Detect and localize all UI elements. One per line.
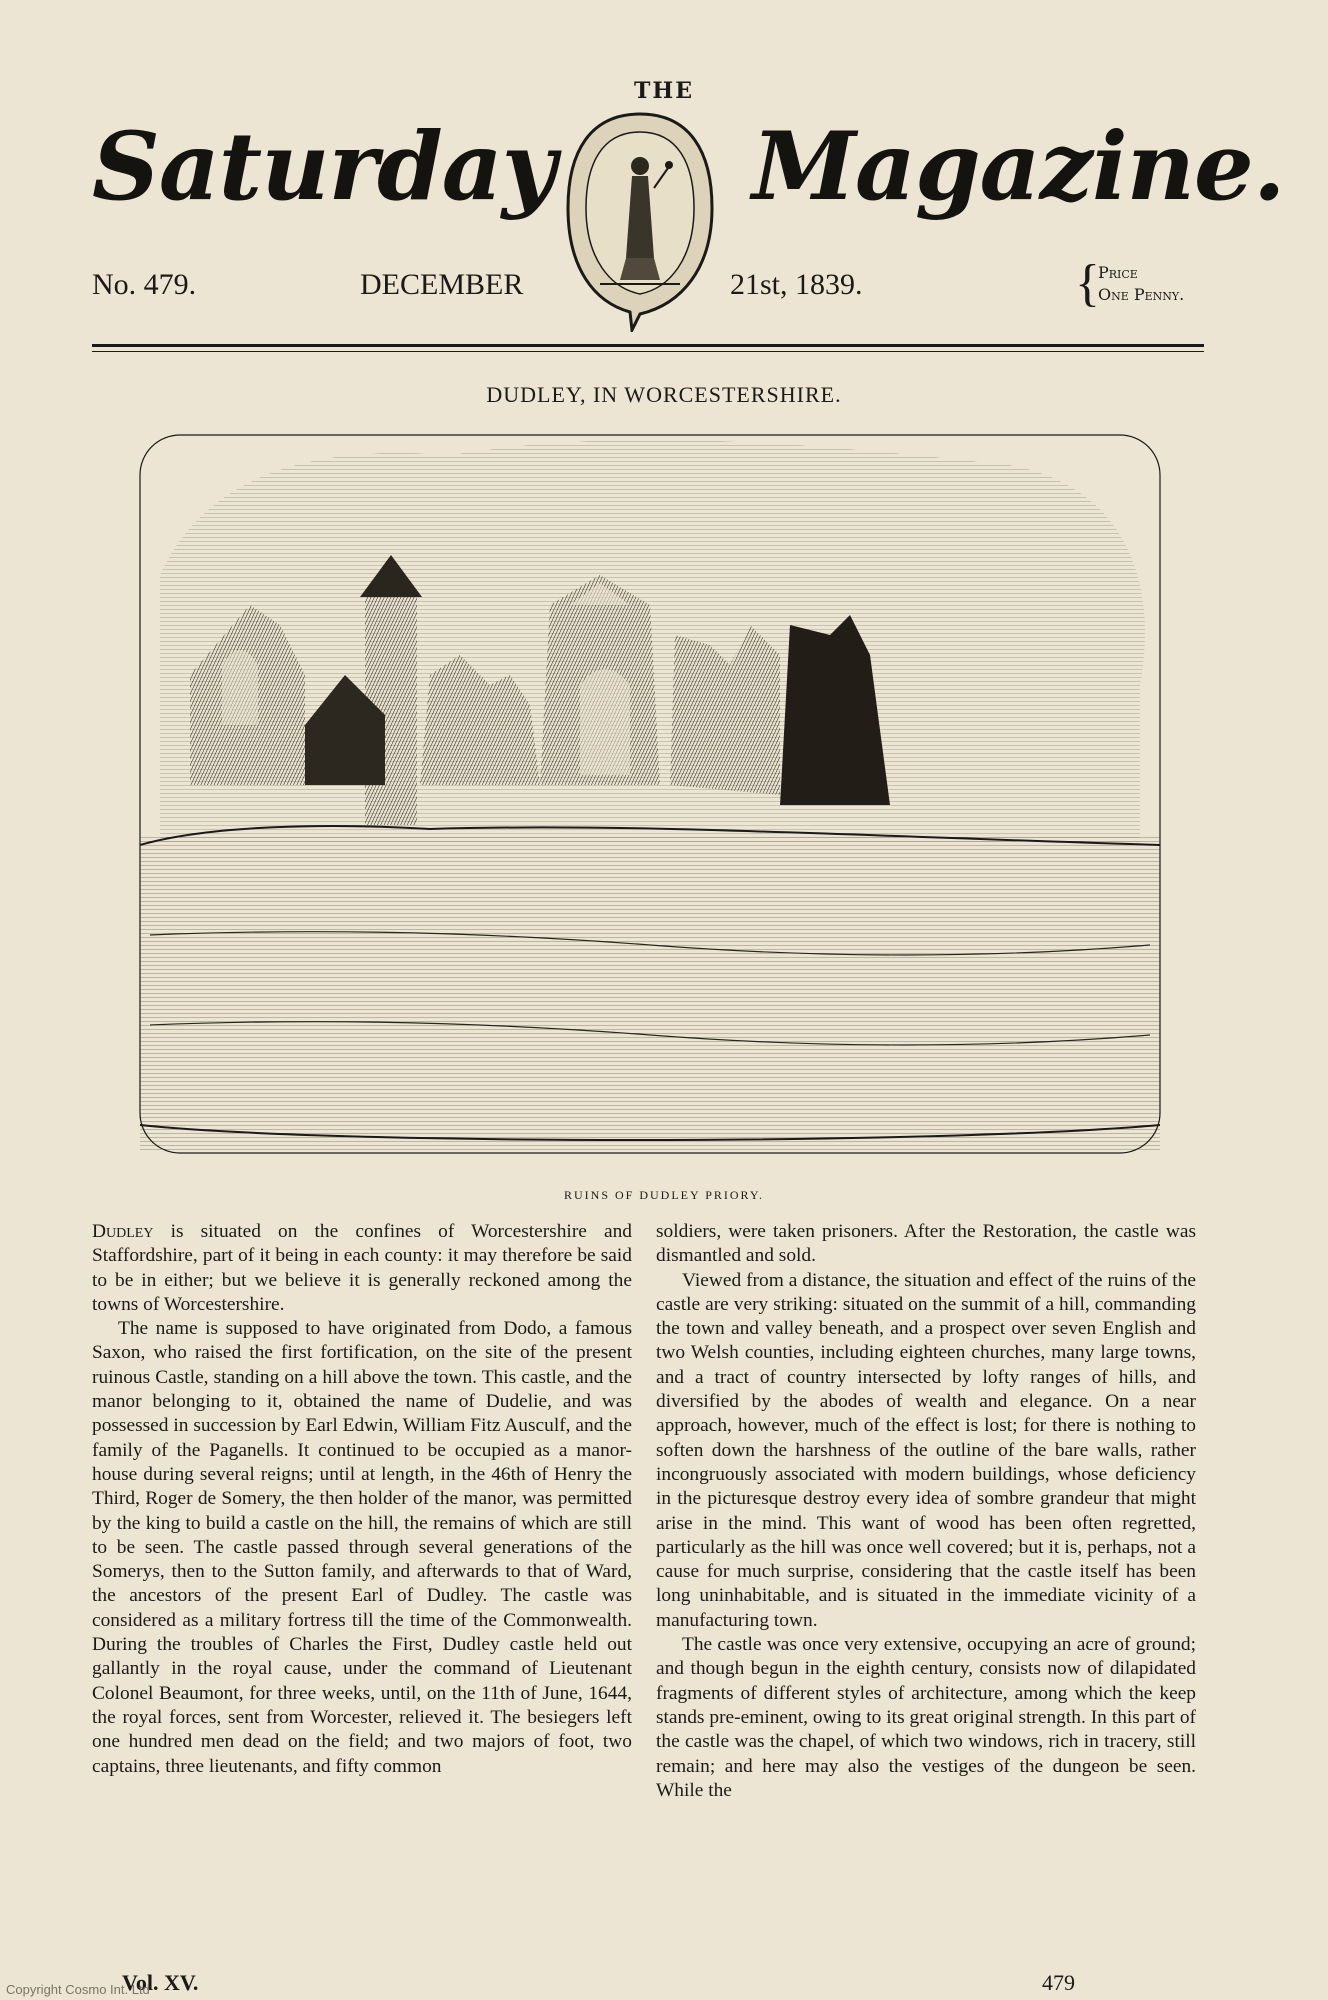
paragraph: The name is supposed to have originated from Dodo, a famous Saxon, who raised the first fortification, on the site of the present ruinous Castle, standing on a hill above the town. This castle, and the manor belonging to it, obtained the name of Dudelie, and was possessed in succession by Earl Edwin, William Fitz Ausculf, and the family of the Paganells. It continued to be occupied as a manor-house during several reigns; until at length, in the 46th of Henry the Third, Roger de Somery, the then holder of the manor, was permitted by the king to build a castle on the hill, the remains of which are still to be seen. The castle passed through several generations of the Somerys, then to the Sutton family, and afterwards to that of Ward, the ancestors of the present Earl of Dudley. The castle was considered as a military fortress till the time of the Commonwealth. During the troubles of Charles the First, Dudley castle held out gallantly in the royal cause, under the command of Lieutenant Colonel Beaumont, for three weeks, until, on the 11th of June, 1644, the royal forces, sent from Worcester, relieved it. The besiegers left one hundred men dead on the field; and two majors of foot, two captains, three lieutenants, and fifty common (92, 1318, 632, 1777)
issue-number: No. 479. (92, 268, 197, 301)
price-line-1: Price (1098, 263, 1138, 282)
masthead-rule-thick (92, 344, 1204, 347)
masthead-rule-thin (92, 351, 1204, 352)
article-column-right (656, 1220, 1196, 1803)
paragraph (92, 1220, 632, 1317)
article-title: DUDLEY, IN WORCESTERSHIRE. (486, 382, 842, 407)
issue-date: 21st, 1839. (730, 268, 863, 301)
paragraph: Viewed from a distance, the situation and effect of the ruins of the castle are very striking: situated on the summit of a hill, commanding the town and valley beneath, and a prospect over seven English and two Welsh counties, including eighteen churches, many large towns, and a tract of country intersected by lofty ranges of hills, and diversified by the abodes of wealth and elegance. On a near approach, however, much of the effect is lost; for there is nothing to soften down the harshness of the outline of the bare walls, rather incongruously associated with modern buildings, whose deficiency in the picturesque destroy every idea of sombre grandeur that might arise in the mind. This want of wood has been often regretted, particularly as the hill was once well covered; but it is, perhaps, not a cause for much surprise, considering that the castle itself has been long uninhabitable, and is situated in the immediate vicinity of a manufacturing town. (656, 1269, 1196, 1631)
image-caption: RUINS OF DUDLEY PRIORY. (563, 1188, 765, 1202)
copyright-watermark: Copyright Cosmo Int. Ltd (6, 1982, 150, 1997)
paragraph: soldiers, were taken prisoners. After the Restoration, the castle was dismantled and sold. (656, 1221, 1196, 1267)
masthead-title-right: Magazine. (752, 112, 1285, 222)
lead-word: Dudley (92, 1221, 154, 1242)
paragraph-text: is situated on the confines of Worcestershire and Staffordshire, part of it being in each county: it may therefore be said to be in either; but we believe it is generally reckoned among the towns of Worcestershire. (92, 1221, 632, 1315)
volume-label: Vol. XV. (122, 1970, 199, 1995)
price-brace: { (1075, 255, 1100, 312)
article-column-left (92, 1220, 632, 1779)
price-label (1098, 262, 1184, 305)
paragraph: The castle was once very extensive, occupying an acre of ground; and though begun in the eighth century, consists now of dilapidated fragments of different styles of architecture, among which the keep stands pre-eminent, owing to its great original strength. In this part of the castle was the chapel, of which two windows, rich in tracery, still remain; and here may also the vestiges of the dungeon be seen. While the (656, 1634, 1196, 1801)
page-number: 479 (1042, 1970, 1075, 1995)
masthead-the: THE (634, 78, 694, 104)
issue-month: DECEMBER (360, 268, 524, 301)
masthead-title-left: Saturday (92, 112, 556, 222)
price-line-2: One Penny. (1098, 284, 1185, 304)
masthead-seal (560, 108, 720, 332)
priory-engraving (130, 425, 1170, 1165)
